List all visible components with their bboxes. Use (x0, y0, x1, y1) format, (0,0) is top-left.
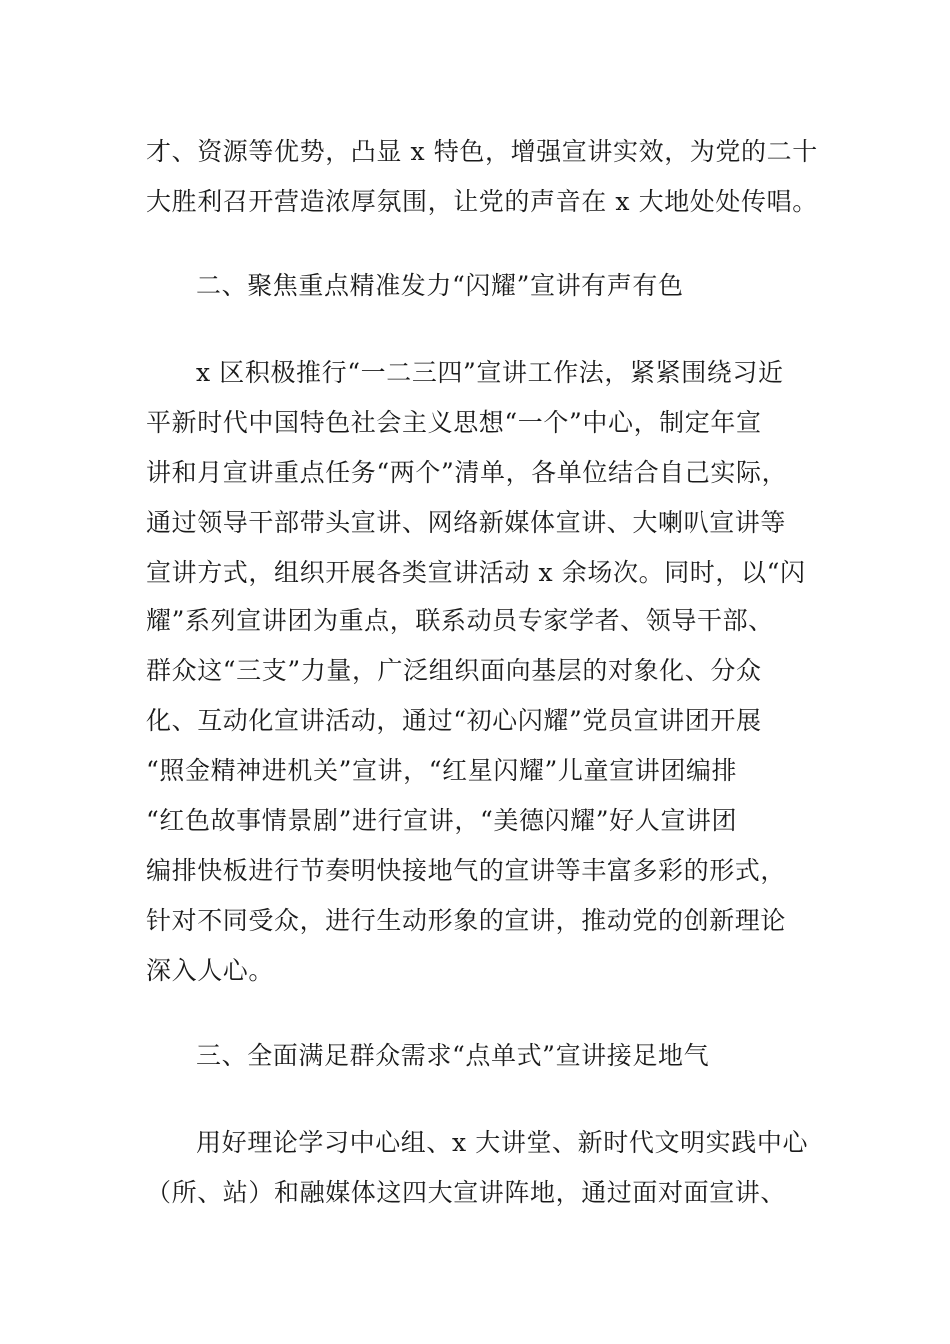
body-text-line: 宣讲方式，组织开展各类宣讲活动 x 余场次。同时，以“闪 (146, 558, 806, 587)
body-text-line: 深入人心。 (146, 956, 275, 985)
body-text-line: 大胜利召开营造浓厚氛围，让党的声音在 x 大地处处传唱。 (146, 187, 818, 216)
body-text-line: 讲和月宣讲重点任务“两个”清单，各单位结合自己实际， (146, 458, 788, 487)
body-text-line: 平新时代中国特色社会主义思想“一个”中心，制定年宣 (146, 408, 762, 437)
body-text-line: 化、互动化宣讲活动，通过“初心闪耀”党员宣讲团开展 (146, 706, 762, 735)
body-text-line: 才、资源等优势，凸显 x 特色，增强宣讲实效，为党的二十 (146, 137, 818, 166)
body-text-line: 编排快板进行节奏明快接地气的宣讲等丰富多彩的形式， (146, 856, 787, 885)
body-text-line: 用好理论学习中心组、x 大讲堂、新时代文明实践中心 (196, 1128, 809, 1157)
body-text-line: “照金精神进机关”宣讲，“红星闪耀”儿童宣讲团编排 (146, 756, 738, 785)
section-heading-2: 二、聚焦重点精准发力“闪耀”宣讲有声有色 (196, 271, 684, 300)
body-text-line: （所、站）和融媒体这四大宣讲阵地，通过面对面宣讲、 (146, 1178, 787, 1207)
body-text-line: x 区积极推行“一二三四”宣讲工作法，紧紧围绕习近 (196, 358, 784, 387)
section-heading-3: 三、全面满足群众需求“点单式”宣讲接足地气 (196, 1041, 710, 1070)
body-text-line: 针对不同受众，进行生动形象的宣讲，推动党的创新理论 (146, 906, 787, 935)
body-text-line: 耀”系列宣讲团为重点，联系动员专家学者、领导干部、 (146, 606, 774, 635)
body-text-line: “红色故事情景剧”进行宣讲，“美德闪耀”好人宣讲团 (146, 806, 738, 835)
body-text-line: 通过领导干部带头宣讲、网络新媒体宣讲、大喇叭宣讲等 (146, 508, 787, 537)
body-text-line: 群众这“三支”力量，广泛组织面向基层的对象化、分众 (146, 656, 762, 685)
